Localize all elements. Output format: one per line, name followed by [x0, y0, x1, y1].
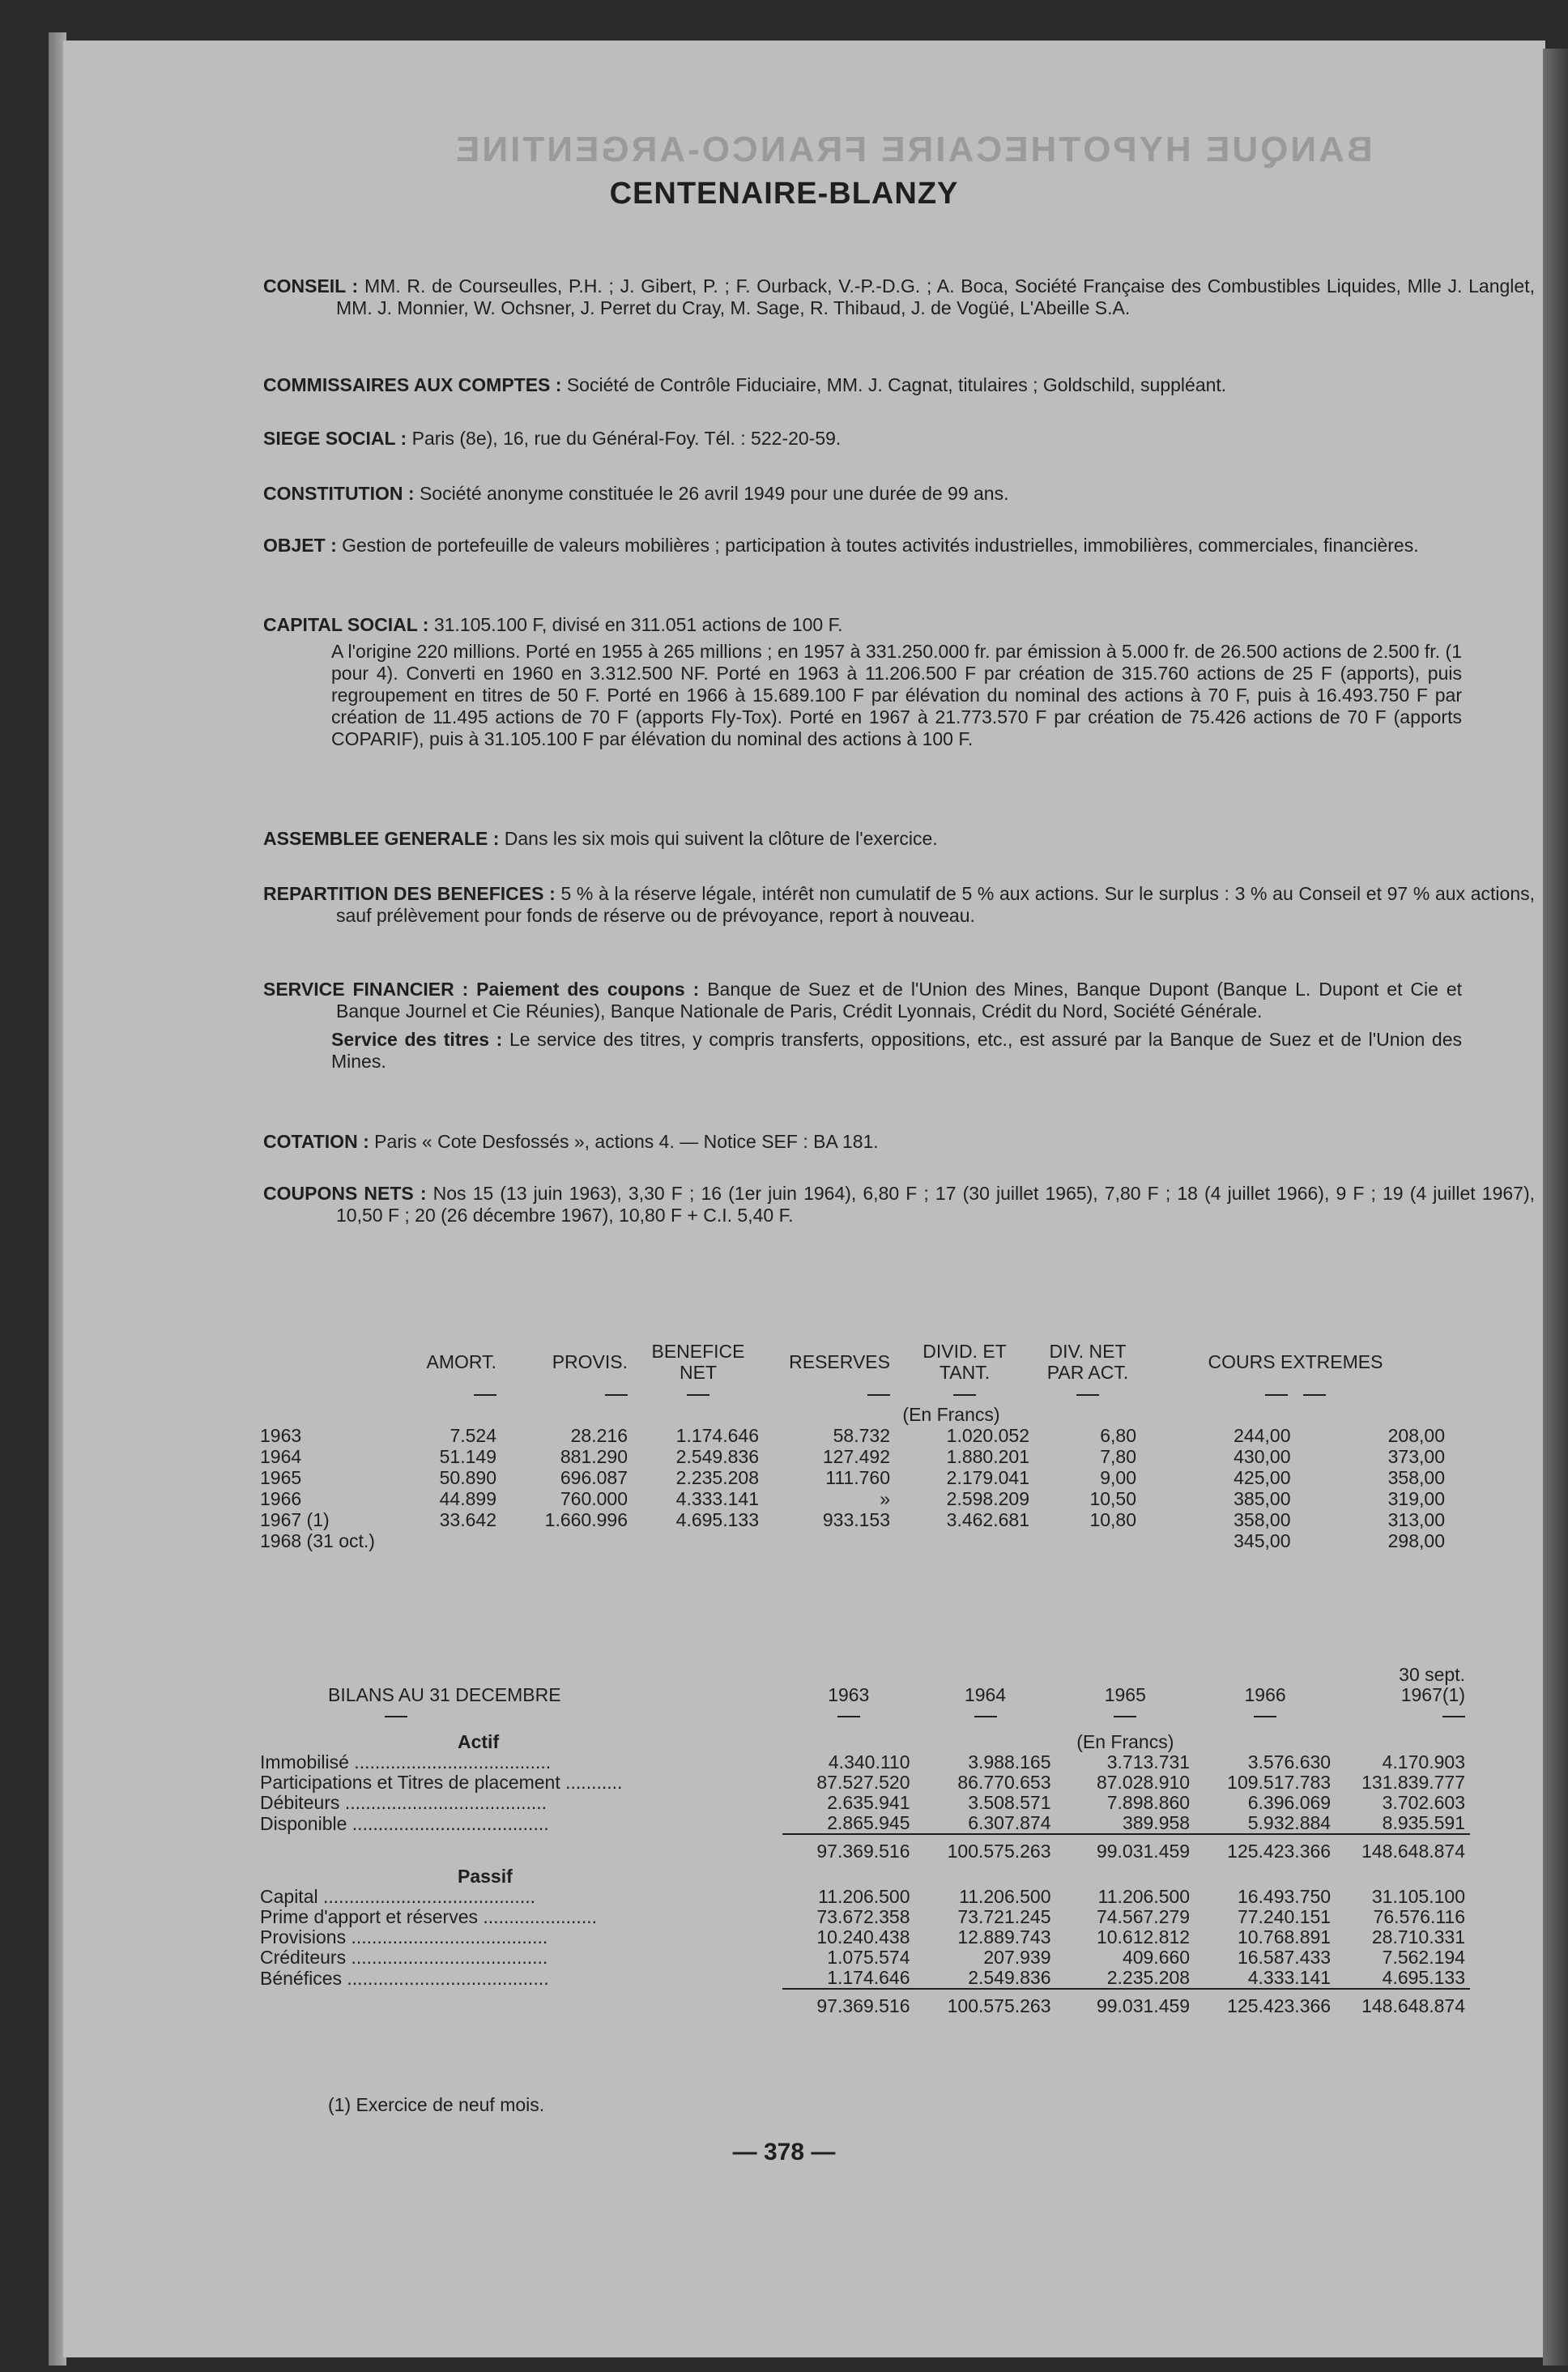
table-cell: 2.235.208: [675, 1467, 759, 1488]
year-header: 1963: [828, 1684, 870, 1705]
year-header: 1965: [1104, 1684, 1146, 1705]
table-cell: 7.898.860: [1106, 1792, 1191, 1813]
table-cell: 6.396.069: [1247, 1792, 1332, 1813]
section-text: 5 % à la réserve légale, intérêt non cumulatif de 5 % aux actions. Sur le surplus : 3 % au Conseil et 97 % aux actions, sauf prélèvement pour fonds de réserve ou de prévoyance, report à nouveau.: [336, 883, 1536, 926]
section-label: CONSEIL :: [263, 275, 359, 296]
table-cell: 10.240.438: [816, 1926, 910, 1948]
table-cell: 2.865.945: [827, 1812, 910, 1833]
section-label: ASSEMBLEE GENERALE :: [263, 828, 500, 849]
table-cell: »: [880, 1488, 890, 1509]
table-cell: 12.889.743: [957, 1926, 1051, 1948]
table-cell: 3.576.630: [1247, 1751, 1332, 1773]
table-cell: 4.333.141: [675, 1488, 759, 1509]
table-cell: 933.153: [822, 1509, 890, 1530]
section-text: 31.105.100 F, divisé en 311.051 actions de 100 F.: [433, 614, 843, 635]
row-label-text: Participations et Titres de placement: [260, 1773, 560, 1793]
table-cell: 425,00: [1234, 1467, 1291, 1488]
table-row: [255, 1968, 1470, 1989]
section-text: MM. R. de Courseulles, P.H. ; J. Gibert, P. ; F. Ourback, V.-P.-D.G. ; A. Boca, Société Française des Combustibles Liquides, Mlle J. Langlet, MM. J. Monnier, W. Ochsner, J. Perret du Cray, M. Sage, R. Thibaud, J. de Vogüé, L'Abeille S.A.: [336, 275, 1535, 318]
table-row: [255, 1927, 1470, 1948]
table-cell: 73.672.358: [816, 1906, 910, 1927]
table-cell: 76.576.116: [1373, 1906, 1465, 1927]
table-cell: 10.612.812: [1096, 1926, 1191, 1948]
table-row: [255, 1773, 1470, 1793]
table-cell: 3.988.165: [968, 1751, 1051, 1773]
leader-dots: .......................................: [342, 1968, 549, 1989]
table-cell: 3.702.603: [1382, 1792, 1465, 1813]
leader-dots: ......................................: [346, 1948, 548, 1968]
table-cell: 1.880.201: [946, 1446, 1029, 1467]
leader-dots: ...........: [560, 1773, 623, 1793]
row-label: [255, 1968, 782, 1989]
table-cell: 760.000: [560, 1488, 628, 1509]
row-label-text: Immobilisé: [260, 1752, 349, 1773]
column-header: PROVIS.: [552, 1351, 628, 1372]
table-cell: 11.206.500: [1097, 1886, 1191, 1907]
section-text: Paris « Cote Desfossés », actions 4. — Notice SEF : BA 181.: [374, 1131, 879, 1152]
total-cell: 148.648.874: [1336, 1834, 1470, 1862]
table-cell: 28.216: [570, 1425, 628, 1446]
table-cell: 2.235.208: [1106, 1967, 1191, 1988]
table-cell: 4.333.141: [1247, 1967, 1332, 1988]
table-header-row: [255, 1341, 1450, 1383]
year-header: 30 sept. 1967(1): [1399, 1664, 1465, 1705]
section-text: Paris (8e), 16, rue du Général-Foy. Tél. : 522-20-59.: [411, 428, 842, 449]
row-year: 1965: [260, 1467, 302, 1488]
table-cell: 109.517.783: [1227, 1772, 1332, 1793]
year-header: 1966: [1244, 1684, 1286, 1705]
table-cell: 10,80: [1089, 1509, 1136, 1530]
column-header: DIVID. ET TANT.: [922, 1341, 1007, 1383]
table-cell: 111.760: [825, 1467, 890, 1488]
table-cell: 131.839.777: [1361, 1772, 1465, 1793]
section-cotation: [263, 1131, 1462, 1153]
row-year: 1964: [260, 1446, 302, 1467]
total-cell: 148.648.874: [1336, 1989, 1470, 2016]
leader-dots: .......................................: [339, 1793, 548, 1813]
row-year: 1968 (31 oct.): [260, 1530, 375, 1551]
table-cell: [764, 1530, 895, 1551]
section-label: COTATION :: [263, 1131, 369, 1152]
table-cell: 373,00: [1387, 1446, 1445, 1467]
table-cell: 44.899: [439, 1488, 496, 1509]
row-label-text: Prime d'apport et réserves: [260, 1907, 479, 1927]
table-cell: 3.462.681: [946, 1509, 1029, 1530]
row-label: [255, 1927, 782, 1948]
row-year: 1966: [260, 1488, 302, 1509]
capital-history-paragraph: A l'origine 220 millions. Porté en 1955 à 265 millions ; en 1957 à 331.250.000 fr. par émission à 5.000 fr. de 26.500 actions de 2.500 fr. (1 pour 4). Converti en 1960 en 3.312.500 NF. Porté en 1963 à 11.206.500 F par création de 315.760 actions de 25 F (apports), puis regroupement en titres de 50 F. Porté en 1966 à 15.689.100 F par élévation du nominal des actions à 70 F, puis à 16.493.750 F par création de 11.495 actions de 70 F (apports Fly-Tox). Porté en 1967 à 21.773.570 F par création de 75.426 actions de 70 F (apports COPARIF), puis à 31.105.100 F par élévation du nominal des actions à 100 F.: [331, 641, 1462, 749]
table-cell: 127.492: [822, 1446, 890, 1467]
page-title: CENTENAIRE-BLANZY: [609, 177, 959, 211]
table-cell: 28.710.331: [1371, 1926, 1465, 1948]
section-label: CONSTITUTION :: [263, 483, 415, 504]
table-cell: 7.524: [450, 1425, 496, 1446]
table-cell: 2.549.836: [675, 1446, 759, 1467]
table-cell: 4.695.133: [1382, 1967, 1465, 1988]
leader-dots: .........................................: [317, 1887, 535, 1907]
table-cell: 7.562.194: [1382, 1947, 1465, 1968]
table-cell: [501, 1530, 633, 1551]
table-row: [255, 1530, 1450, 1551]
row-label: [255, 1907, 782, 1927]
row-year: 1967 (1): [260, 1509, 330, 1530]
table-cell: 87.028.910: [1096, 1772, 1191, 1793]
table-cell: 10.768.891: [1237, 1926, 1332, 1948]
total-cell: 100.575.263: [915, 1834, 1056, 1862]
section-conseil: [263, 275, 1535, 319]
section-siege-social: [263, 428, 1462, 450]
row-label: [255, 1887, 782, 1907]
table-cell: 313,00: [1387, 1509, 1445, 1530]
table-row: [255, 1467, 1450, 1488]
section-text: Gestion de portefeuille de valeurs mobilières ; participation à toutes activités industrielles, immobilières, commerciales, financières.: [342, 535, 1419, 556]
section-label: COMMISSAIRES AUX COMPTES :: [263, 374, 562, 395]
table-cell: 389.958: [1122, 1812, 1191, 1833]
section-label: SERVICE FINANCIER : Paiement des coupons :: [263, 979, 700, 1000]
column-header: AMORT.: [426, 1351, 496, 1372]
row-label: [255, 1752, 782, 1773]
table-cell: 4.695.133: [675, 1509, 759, 1530]
section-text: Société anonyme constituée le 26 avril 1949 pour une durée de 99 ans.: [419, 483, 1009, 504]
table-cell: 207.939: [983, 1947, 1051, 1968]
table-cell: 881.290: [560, 1446, 628, 1467]
table-row: [255, 1793, 1470, 1813]
subsection-label: Service des titres :: [331, 1029, 503, 1050]
balance-title: BILANS AU 31 DECEMBRE: [328, 1684, 561, 1705]
section-commissaires: [263, 374, 1462, 396]
table-cell: 1.660.996: [544, 1509, 628, 1530]
leader-dots: ......................................: [347, 1813, 549, 1834]
total-cell: 97.369.516: [782, 1834, 914, 1862]
table-cell: 358,00: [1234, 1509, 1291, 1530]
service-titres-paragraph: [263, 1029, 1462, 1073]
table-cell: 319,00: [1387, 1488, 1445, 1509]
table-cell: 696.087: [560, 1467, 628, 1488]
table-cell: 2.179.041: [946, 1467, 1029, 1488]
leader-dots: ......................................: [348, 1752, 552, 1773]
section-service-financier: [263, 979, 1462, 1073]
table-cell: 50.890: [439, 1467, 496, 1488]
table-cell: 3.713.731: [1106, 1751, 1191, 1773]
table-row: [255, 1425, 1450, 1446]
row-label-text: Provisions: [260, 1927, 347, 1948]
row-label-text: Disponible: [260, 1813, 347, 1834]
table-cell: 8.935.591: [1382, 1812, 1465, 1833]
total-cell: 99.031.459: [1056, 1989, 1195, 2016]
passif-total-row: [255, 1989, 1470, 2016]
actif-total-row: [255, 1834, 1470, 1862]
table-cell: 409.660: [1122, 1947, 1191, 1968]
table-cell: 2.635.941: [827, 1792, 910, 1813]
section-assemblee-generale: [263, 828, 1462, 850]
row-label: [255, 1948, 782, 1968]
table-row: [255, 1813, 1470, 1834]
section-capital-social: [263, 614, 1462, 750]
table-row: [255, 1752, 1470, 1773]
table-cell: 4.340.110: [828, 1751, 910, 1773]
column-header: BENEFICE NET: [651, 1341, 745, 1383]
table-cell: 345,00: [1234, 1530, 1291, 1551]
footnote: (1) Exercice de neuf mois.: [328, 2094, 545, 2115]
table-cell: 5.932.884: [1247, 1812, 1332, 1833]
table-cell: [633, 1530, 764, 1551]
table-cell: 58.732: [833, 1425, 890, 1446]
table-row: [255, 1948, 1470, 1968]
table-cell: 1.020.052: [946, 1425, 1029, 1446]
total-cell: 97.369.516: [782, 1989, 914, 2016]
table-row: [255, 1907, 1470, 1927]
table-cell: 1.174.646: [675, 1425, 759, 1446]
header-dashes-row: [255, 1383, 1450, 1404]
table-cell: 10,50: [1089, 1488, 1136, 1509]
section-constitution: [263, 483, 1462, 505]
section-label: OBJET :: [263, 535, 337, 556]
section-objet: [263, 535, 1535, 557]
row-label: [255, 1793, 782, 1813]
section-text: Nos 15 (13 juin 1963), 3,30 F ; 16 (1er juin 1964), 6,80 F ; 17 (30 juillet 1965), 7,80 F ; 18 (4 juillet 1966), 9 F ; 19 (4 juillet 1967), 10,50 F ; 20 (26 décembre 1967), 10,80 F + C.I. 5,40 F.: [336, 1183, 1535, 1226]
unit-label: (En Francs): [1076, 1731, 1174, 1752]
table-cell: 74.567.279: [1096, 1906, 1191, 1927]
next-page-edge: [1543, 49, 1568, 2366]
section-repartition-benefices: [263, 883, 1535, 927]
table-cell: 6,80: [1100, 1425, 1136, 1446]
table-cell: 2.598.209: [946, 1488, 1029, 1509]
table-cell: 244,00: [1234, 1425, 1291, 1446]
row-label-text: Capital: [260, 1887, 318, 1907]
column-header: RESERVES: [789, 1351, 890, 1372]
table-cell: 31.105.100: [1371, 1886, 1465, 1907]
section-text: Société de Contrôle Fiduciaire, MM. J. Cagnat, titulaires ; Goldschild, suppléant.: [566, 374, 1227, 395]
table-cell: 11.206.500: [959, 1886, 1051, 1907]
table-row: [255, 1488, 1450, 1509]
table-cell: [895, 1530, 1034, 1551]
table-cell: 86.770.653: [957, 1772, 1051, 1793]
leader-dots: ......................................: [346, 1927, 548, 1948]
table-cell: 33.642: [439, 1509, 496, 1530]
table-cell: 16.493.750: [1237, 1886, 1332, 1907]
table-cell: 73.721.245: [957, 1906, 1051, 1927]
table-cell: 9,00: [1100, 1467, 1136, 1488]
table-cell: 6.307.874: [968, 1812, 1051, 1833]
table-cell: [403, 1530, 501, 1551]
row-label-text: Bénéfices: [260, 1968, 343, 1989]
row-label: [255, 1813, 782, 1834]
table-cell: 1.174.646: [827, 1967, 910, 1988]
table-cell: 3.508.571: [968, 1792, 1051, 1813]
passif-label: Passif: [458, 1866, 513, 1887]
row-label-text: Créditeurs: [260, 1948, 347, 1968]
table-cell: 87.527.520: [816, 1772, 910, 1793]
row-label-text: Débiteurs: [260, 1793, 340, 1813]
table-cell: 298,00: [1387, 1530, 1445, 1551]
section-label: REPARTITION DES BENEFICES :: [263, 883, 556, 904]
column-header: DIV. NET PAR ACT.: [1046, 1341, 1129, 1383]
unit-label: (En Francs): [902, 1404, 1000, 1425]
table-cell: 16.587.433: [1237, 1947, 1332, 1968]
total-cell: 100.575.263: [915, 1989, 1056, 2016]
section-label: CAPITAL SOCIAL :: [263, 614, 429, 635]
row-year: 1963: [260, 1425, 302, 1446]
table-cell: 4.170.903: [1382, 1751, 1465, 1773]
bleed-through-text: BANQUE HYPOTHECAIRE FRANCO-ARGENTINE: [454, 130, 1373, 169]
table-cell: 208,00: [1387, 1425, 1445, 1446]
table-cell: 51.149: [439, 1446, 496, 1467]
section-coupons-nets: [263, 1183, 1535, 1227]
table-cell: 358,00: [1387, 1467, 1445, 1488]
column-header: COURS EXTREMES: [1208, 1351, 1383, 1372]
total-cell: 125.423.366: [1195, 1989, 1336, 2016]
table-cell: 430,00: [1234, 1446, 1291, 1467]
table-row: [255, 1887, 1470, 1907]
total-cell: 99.031.459: [1056, 1834, 1195, 1862]
subsection-text: Le service des titres, y compris transferts, oppositions, etc., est assuré par la Banque de Suez et de l'Union des Mines.: [331, 1029, 1463, 1072]
actif-label: Actif: [458, 1731, 500, 1752]
table-cell: 7,80: [1100, 1446, 1136, 1467]
section-label: COUPONS NETS :: [263, 1183, 427, 1204]
table-cell: 2.549.836: [968, 1967, 1051, 1988]
section-label: SIEGE SOCIAL :: [263, 428, 407, 449]
table-cell: 11.206.500: [818, 1886, 910, 1907]
row-label: [255, 1773, 782, 1793]
table-cell: 385,00: [1234, 1488, 1291, 1509]
table-row: [255, 1446, 1450, 1467]
leader-dots: ......................: [478, 1907, 597, 1927]
table-row: [255, 1509, 1450, 1530]
table-cell: 77.240.151: [1237, 1906, 1332, 1927]
total-cell: 125.423.366: [1195, 1834, 1336, 1862]
section-text: Dans les six mois qui suivent la clôture de l'exercice.: [504, 828, 938, 849]
table-cell: 1.075.574: [827, 1947, 910, 1968]
year-header: 1964: [964, 1684, 1007, 1705]
balance-sheet-table: [255, 1665, 1470, 2016]
dividend-table: [255, 1341, 1450, 1551]
section-text: Banque de Suez et de l'Union des Mines, Banque Dupont (Banque L. Dupont et Cie et Banque Journel et Cie Réunies), Banque Nationale de Paris, Crédit Lyonnais, Crédit du Nord, Société Générale.: [336, 979, 1463, 1022]
table-cell: [1034, 1530, 1141, 1551]
page-number: — 378 —: [732, 2139, 836, 2165]
